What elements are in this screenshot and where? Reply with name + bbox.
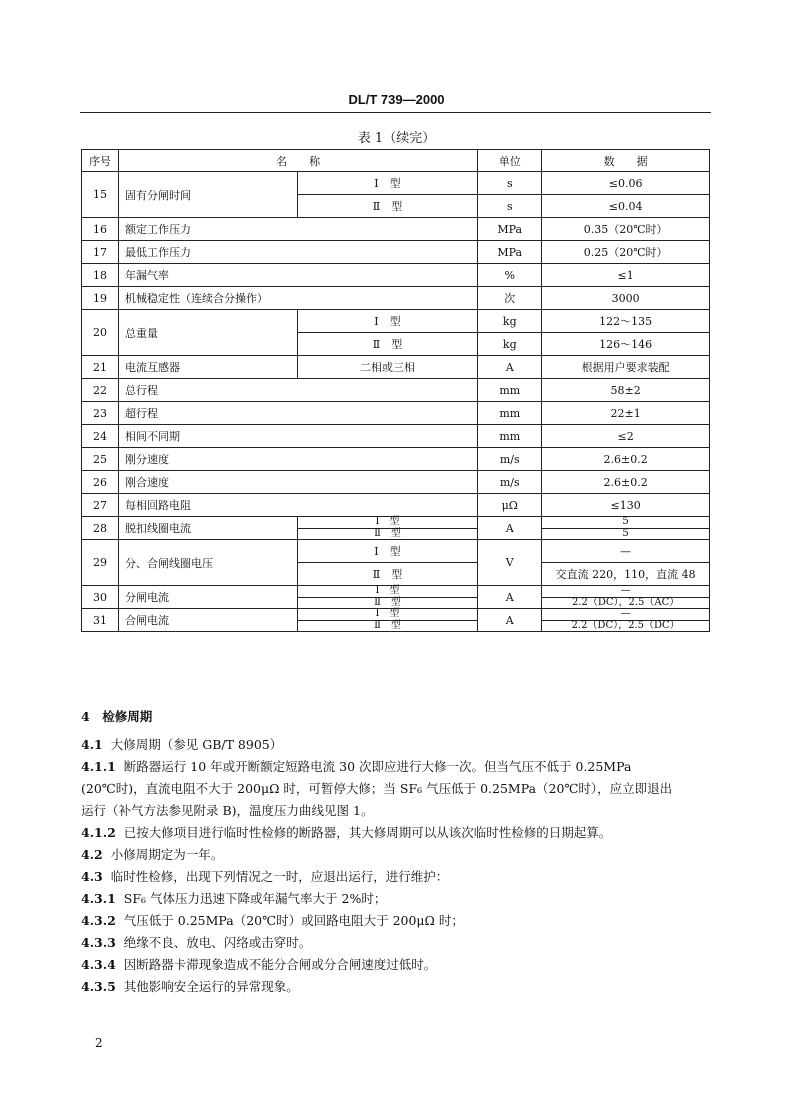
table-row bbox=[82, 609, 710, 621]
row-type: Ⅱ 型 bbox=[297, 620, 478, 632]
row-name: 额定工作压力 bbox=[118, 218, 477, 241]
row-no: 22 bbox=[82, 379, 119, 402]
table-row bbox=[82, 241, 710, 264]
row-no: 25 bbox=[82, 448, 119, 471]
row-no: 23 bbox=[82, 402, 119, 425]
row-unit: s bbox=[478, 195, 542, 218]
row-unit: mm bbox=[478, 402, 542, 425]
header-unit: 单位 bbox=[478, 150, 542, 172]
paragraph-4-3-1 bbox=[81, 888, 713, 910]
row-unit: 次 bbox=[478, 287, 542, 310]
clause-text: 已按大修项目进行临时性检修的断路器，其大修周期可以从该次临时性检修的日期起算。 bbox=[123, 825, 612, 840]
page-number: 2 bbox=[95, 1036, 103, 1050]
row-unit: mm bbox=[478, 425, 542, 448]
table-row bbox=[82, 310, 710, 333]
row-data: ≤130 bbox=[542, 494, 710, 517]
paragraph-4-3-3 bbox=[81, 932, 713, 954]
clause-number: 4.3.1 bbox=[81, 891, 116, 906]
row-name: 总重量 bbox=[118, 310, 297, 356]
row-unit: s bbox=[478, 172, 542, 195]
paragraph-4-1 bbox=[81, 734, 713, 756]
row-no: 21 bbox=[82, 356, 119, 379]
row-type: Ⅱ 型 bbox=[297, 528, 478, 540]
row-type: Ⅰ 型 bbox=[297, 586, 478, 598]
clause-text: 因断路器卡滞现象造成不能分合闸或分合闸速度过低时。 bbox=[123, 957, 437, 972]
row-unit: kg bbox=[478, 333, 542, 356]
row-name: 年漏气率 bbox=[118, 264, 477, 287]
table-row bbox=[82, 379, 710, 402]
row-name: 刚分速度 bbox=[118, 448, 477, 471]
row-type: Ⅰ 型 bbox=[297, 609, 478, 621]
paragraph-4-3 bbox=[81, 866, 713, 888]
table-row bbox=[82, 287, 710, 310]
row-type: Ⅱ 型 bbox=[297, 333, 478, 356]
header-rule bbox=[80, 112, 711, 113]
row-name: 相间不同期 bbox=[118, 425, 477, 448]
clause-number: 4.2 bbox=[81, 847, 103, 862]
table-row bbox=[82, 264, 710, 287]
clause-number: 4.3.4 bbox=[81, 957, 116, 972]
row-type: Ⅰ 型 bbox=[297, 540, 478, 563]
row-unit: A bbox=[478, 586, 542, 609]
row-name: 总行程 bbox=[118, 379, 477, 402]
row-type: Ⅰ 型 bbox=[297, 172, 478, 195]
row-name: 机械稳定性（连续合分操作） bbox=[118, 287, 477, 310]
header-data: 数 据 bbox=[542, 150, 710, 172]
row-name: 刚合速度 bbox=[118, 471, 477, 494]
row-data: 0.35（20℃时） bbox=[542, 218, 710, 241]
header-name: 名 称 bbox=[118, 150, 477, 172]
clause-number: 4.3.2 bbox=[81, 913, 116, 928]
row-unit: mm bbox=[478, 379, 542, 402]
row-no: 28 bbox=[82, 517, 119, 540]
table-row bbox=[82, 448, 710, 471]
row-type: Ⅱ 型 bbox=[297, 195, 478, 218]
paragraph-4-1-2 bbox=[81, 822, 713, 844]
document-header: DL/T 739—2000 bbox=[348, 92, 445, 107]
clause-text-line: 运行（补气方法参见附录 B)，温度压力曲线见图 1。 bbox=[81, 803, 374, 818]
row-unit: μΩ bbox=[478, 494, 542, 517]
row-no: 17 bbox=[82, 241, 119, 264]
row-no: 18 bbox=[82, 264, 119, 287]
row-name: 超行程 bbox=[118, 402, 477, 425]
paragraph-4-1-1 bbox=[81, 756, 713, 822]
section-4 bbox=[81, 706, 713, 998]
row-no: 16 bbox=[82, 218, 119, 241]
clause-text: 其他影响安全运行的异常现象。 bbox=[123, 979, 299, 994]
clause-number: 4.1 bbox=[81, 737, 103, 752]
row-unit: kg bbox=[478, 310, 542, 333]
clause-text-line: (20℃时)，直流电阻不大于 200μΩ 时，可暂停大修；当 SF₆ 气压低于 0.25MPa（20℃时），应立即退出 bbox=[81, 781, 673, 796]
row-type: Ⅱ 型 bbox=[297, 597, 478, 609]
row-data: 2.6±0.2 bbox=[542, 448, 710, 471]
paragraph-4-3-4 bbox=[81, 954, 713, 976]
clause-number: 4.1.1 bbox=[81, 759, 116, 774]
row-data: 22±1 bbox=[542, 402, 710, 425]
row-no: 19 bbox=[82, 287, 119, 310]
row-unit: MPa bbox=[478, 241, 542, 264]
row-name: 最低工作压力 bbox=[118, 241, 477, 264]
row-no: 15 bbox=[82, 172, 119, 218]
row-data: 2.6±0.2 bbox=[542, 471, 710, 494]
row-name: 合闸电流 bbox=[118, 609, 297, 632]
row-data: 126～146 bbox=[542, 333, 710, 356]
clause-text: 小修周期定为一年。 bbox=[110, 847, 224, 862]
row-data: 122～135 bbox=[542, 310, 710, 333]
paragraph-4-3-5 bbox=[81, 976, 713, 998]
row-no: 29 bbox=[82, 540, 119, 586]
row-unit: A bbox=[478, 517, 542, 540]
table-row bbox=[82, 586, 710, 598]
clause-number: 4.1.2 bbox=[81, 825, 116, 840]
row-data: — bbox=[542, 609, 710, 621]
row-data: ≤1 bbox=[542, 264, 710, 287]
row-data: ≤0.04 bbox=[542, 195, 710, 218]
row-name: 分闸电流 bbox=[118, 586, 297, 609]
row-type: Ⅰ 型 bbox=[297, 517, 478, 529]
row-type: Ⅱ 型 bbox=[297, 563, 478, 586]
row-no: 24 bbox=[82, 425, 119, 448]
row-name: 每相回路电阻 bbox=[118, 494, 477, 517]
table-row bbox=[82, 425, 710, 448]
row-unit: A bbox=[478, 609, 542, 632]
row-data: ≤2 bbox=[542, 425, 710, 448]
section-title: 4 检修周期 bbox=[81, 709, 153, 724]
clause-text: 临时性检修，出现下列情况之一时，应退出运行，进行维护： bbox=[110, 869, 449, 884]
clause-text-line: 断路器运行 10 年或开断额定短路电流 30 次即应进行大修一次。但当气压不低于 0.25MPa bbox=[123, 759, 632, 774]
table-caption: 表 1（续完） bbox=[357, 131, 436, 146]
row-unit: m/s bbox=[478, 448, 542, 471]
row-data: — bbox=[542, 586, 710, 598]
row-type: 二相或三相 bbox=[297, 356, 478, 379]
table-row bbox=[82, 494, 710, 517]
header-no: 序号 bbox=[82, 150, 119, 172]
row-data: 3000 bbox=[542, 287, 710, 310]
row-data: 0.25（20℃时） bbox=[542, 241, 710, 264]
table-row bbox=[82, 471, 710, 494]
row-no: 20 bbox=[82, 310, 119, 356]
row-data: — bbox=[542, 540, 710, 563]
clause-number: 4.3.5 bbox=[81, 979, 116, 994]
row-data: 5 bbox=[542, 517, 710, 529]
row-unit: V bbox=[478, 540, 542, 586]
clause-text: 大修周期（参见 GB/T 8905） bbox=[110, 737, 283, 752]
row-no: 26 bbox=[82, 471, 119, 494]
row-data: 根据用户要求装配 bbox=[542, 356, 710, 379]
clause-text: SF₆ 气体压力迅速下降或年漏气率大于 2%时； bbox=[123, 891, 387, 906]
row-name: 分、合闸线圈电压 bbox=[118, 540, 297, 586]
table-row bbox=[82, 517, 710, 529]
row-data: 交直流 220，110，直流 48 bbox=[542, 563, 710, 586]
row-name: 电流互感器 bbox=[118, 356, 297, 379]
row-no: 30 bbox=[82, 586, 119, 609]
row-unit: MPa bbox=[478, 218, 542, 241]
table-row bbox=[82, 402, 710, 425]
spec-table bbox=[81, 149, 710, 632]
row-name: 脱扣线圈电流 bbox=[118, 517, 297, 540]
row-data: 2.2（DC），2.5（AC） bbox=[542, 597, 710, 609]
row-unit: % bbox=[478, 264, 542, 287]
row-type: Ⅰ 型 bbox=[297, 310, 478, 333]
row-no: 31 bbox=[82, 609, 119, 632]
paragraph-4-3-2 bbox=[81, 910, 713, 932]
row-unit: m/s bbox=[478, 471, 542, 494]
row-unit: A bbox=[478, 356, 542, 379]
clause-text: 绝缘不良、放电、闪络或击穿时。 bbox=[123, 935, 312, 950]
row-data: ≤0.06 bbox=[542, 172, 710, 195]
row-data: 58±2 bbox=[542, 379, 710, 402]
row-data: 5 bbox=[542, 528, 710, 540]
table-row bbox=[82, 356, 710, 379]
clause-number: 4.3 bbox=[81, 869, 103, 884]
table-row bbox=[82, 540, 710, 563]
table-row bbox=[82, 218, 710, 241]
row-name: 固有分闸时间 bbox=[118, 172, 297, 218]
paragraph-4-2 bbox=[81, 844, 713, 866]
clause-number: 4.3.3 bbox=[81, 935, 116, 950]
table-row bbox=[82, 172, 710, 195]
row-data: 2.2（DC），2.5（DC） bbox=[542, 620, 710, 632]
table-header-row bbox=[82, 150, 710, 172]
row-no: 27 bbox=[82, 494, 119, 517]
clause-text: 气压低于 0.25MPa（20℃时）或回路电阻大于 200μΩ 时； bbox=[123, 913, 464, 928]
